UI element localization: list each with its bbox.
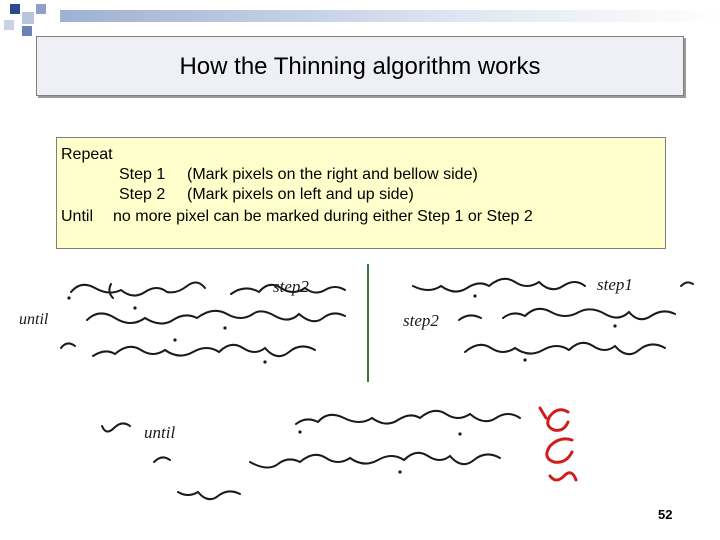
handwritten-until-bottom: until xyxy=(144,423,176,442)
handwritten-step2-left: step2 xyxy=(273,277,309,296)
until-condition: no more pixel can be marked during either Step 1 or Step 2 xyxy=(113,208,533,225)
handwritten-note-right xyxy=(375,266,705,376)
handwriting-divider xyxy=(367,264,369,382)
step2-label: Step 2 xyxy=(119,186,166,203)
handwritten-note-left xyxy=(15,268,365,378)
repeat-keyword: Repeat xyxy=(61,146,113,163)
step1-label: Step 1 xyxy=(119,166,166,183)
step1-description: (Mark pixels on the right and bellow side) xyxy=(187,166,478,183)
until-keyword: Until xyxy=(61,208,94,225)
algorithm-box xyxy=(56,137,666,249)
handwritten-note-bottom xyxy=(100,398,590,518)
corner-decoration xyxy=(0,0,60,40)
slide-title: How the Thinning algorithm works xyxy=(179,53,541,80)
page-number: 52 xyxy=(658,507,673,522)
step2-description: (Mark pixels on left and up side) xyxy=(187,186,414,203)
handwritten-step1-right: step1 xyxy=(597,275,633,294)
top-decoration-bar xyxy=(60,10,720,22)
handwritten-step2-right: step2 xyxy=(403,311,439,330)
title-box xyxy=(36,36,684,96)
handwritten-until-left: until xyxy=(19,311,49,328)
